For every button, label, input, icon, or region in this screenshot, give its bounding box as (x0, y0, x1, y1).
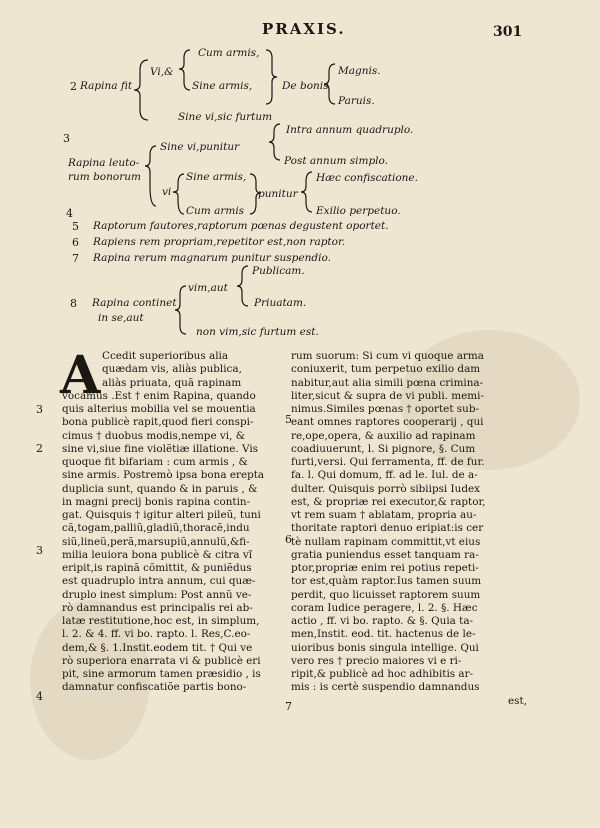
diagram-number: 8 (70, 297, 77, 310)
text-line: l. 2. & 4. ff. vi bo. rapto. l. Res,C.eo- (62, 628, 251, 641)
text-line: pit, sine armorum tamen præsidio , is (62, 668, 261, 680)
diagram-label: vim,aut (188, 282, 228, 294)
running-header: PRAXIS. (262, 20, 346, 38)
brace (179, 50, 190, 90)
diagram-number: 2 (70, 80, 77, 93)
diagram-number: 6 (72, 236, 79, 249)
text-line: druplo inest simplum: Post annũ ve- (62, 588, 252, 601)
margin-number: 4 (36, 690, 43, 703)
diagram-label: Hæc confiscatione. (316, 172, 418, 184)
brace (250, 174, 261, 214)
diagram-label: Magnis. (338, 65, 381, 77)
brace (134, 60, 148, 120)
diagram-label: Vi,& (150, 66, 174, 78)
margin-number: 6 (285, 533, 292, 546)
margin-number: 5 (285, 413, 292, 426)
text-line: mis : is certè suspendio damnandus (291, 681, 480, 694)
diagram-label: in se,aut (98, 312, 144, 324)
text-line: rum suorum: Si cum vi quoque arma (291, 350, 484, 362)
text-line: quoque fit bifariam : cum armis , & (62, 456, 248, 468)
text-line: eripit,is rapinã cõmittit, & puniẽdus (62, 562, 252, 574)
text-line: sine armis. Postremò ipsa bona erepta (62, 469, 265, 482)
diagram-label: punitur (258, 188, 298, 200)
text-line: ripit,& publicè ad hoc adhibitis ar- (291, 668, 474, 680)
text-line: gratia puniendus esset tanquam ra- (291, 548, 479, 561)
diagram-label: Rapina fit (80, 80, 133, 92)
diagram-label: Rapiens rem propriam,repetitor est,non raptor. (93, 236, 346, 248)
text-line: perdit, quo licuisset raptorem suum (291, 588, 481, 601)
left-text-column (60, 345, 281, 695)
diagram-label: Sine armis, (192, 80, 253, 92)
brace (145, 146, 156, 206)
text-line: quis alterius mobilia vel se mouentia (62, 403, 256, 415)
diagram-label: Paruis. (338, 95, 375, 107)
text-line: quædam vis, aliàs publica, (102, 363, 242, 376)
diagram-number: 3 (63, 132, 70, 145)
text-line: dulter. Quisquis porrò sibiipsi Iudex (291, 482, 481, 495)
drop-cap: A (60, 345, 101, 406)
text-line: latæ restitutione,hoc est, in simplum, (62, 615, 260, 627)
text-line: tè nullam rapinam committit,vt eius (291, 535, 481, 548)
diagram-label: Priuatam. (254, 297, 307, 309)
text-line: gat. Quisquis † igitur alteri pileũ, tuni (62, 509, 261, 521)
diagram-label: rum bonorum (68, 171, 141, 183)
text-line: sine vi,siue fine violẽtiæ illatione. Vis (62, 442, 259, 455)
diagram-label: De bonis (282, 80, 329, 92)
text-line: vocamus .Est † enim Rapina, quando (62, 389, 256, 402)
text-line: actio , ff. vi bo. rapto. & §. Quia ta- (291, 615, 474, 627)
text-line: coram Iudice peragere, l. 2. §. Hæc (291, 601, 478, 614)
brace (237, 266, 248, 306)
text-line: uioribus bonis singula intellige. Qui (291, 641, 479, 654)
text-line: cã,togam,palliũ,gladiũ,thoracẽ,indu (62, 522, 250, 535)
diagram-label: Rapina leuto- (68, 157, 140, 169)
text-line: furti,versi. Qui ferramenta, ff. de fur. (291, 456, 485, 468)
diagram-label: Cum armis (186, 205, 245, 217)
diagram-braces (0, 0, 600, 360)
text-line: est, & propriæ rei executor,& raptor, (291, 495, 486, 508)
brace (266, 50, 277, 104)
margin-number: 3 (36, 403, 43, 416)
diagram-label: Post annum simplo. (284, 155, 389, 167)
page-number: 301 (493, 24, 523, 40)
text-line: nimus.Similes pœnas † oportet sub- (291, 403, 479, 415)
diagram-label: Raptorum fautores,raptorum pœnas degustent oportet. (93, 220, 389, 232)
text-line: bona publicè rapit,quod fieri conspi- (62, 416, 254, 429)
text-line: coniuxerit, tum perpetuo exilio dam (291, 363, 481, 376)
margin-number: 2 (36, 442, 43, 455)
text-line: rò damnandus est principalis rei ab- (62, 601, 253, 614)
text-line: duplicia sunt, quando & in paruis , & (62, 482, 258, 495)
text-line: thoritate raptori denuo eripiat:is cer (291, 522, 484, 535)
diagram-number: 7 (72, 252, 79, 265)
text-line: cimus † duobus modis,nempe vi, & (62, 429, 245, 442)
text-line: rò superiora enarrata vi & publicè eri (62, 654, 261, 667)
diagram-number: 5 (72, 220, 79, 233)
diagram-label: vi (162, 186, 172, 198)
text-line: nabitur,aut alia simili pœna crimina- (291, 376, 484, 389)
brace (269, 124, 280, 160)
text-line: aliàs priuata, quã rapinam (102, 376, 242, 389)
diagram-label: Intra annum quadruplo. (286, 124, 414, 136)
text-line: eant omnes raptores cooperarij , qui (291, 416, 484, 429)
diagram-label: Exilio perpetuo. (316, 205, 401, 217)
text-line: liter,sicut & supra de vi publi. memi- (291, 389, 484, 402)
diagram-label: Sine vi,punitur (160, 141, 240, 153)
diagram-label: Sine vi,sic furtum (178, 111, 273, 123)
text-line: ptor,propriæ enim rei potius repeti- (291, 562, 479, 574)
brace (324, 64, 335, 104)
text-line: coadiuuerunt, l. Si pignore, §. Cum (291, 442, 476, 455)
text-line: est, (508, 694, 527, 707)
diagram-label: non vim,sic furtum est. (196, 326, 319, 338)
text-line: vt rem suam † ablatam, propria au- (291, 509, 477, 521)
margin-number: 3 (36, 544, 43, 557)
text-line: siũ,lineũ,perã,marsupiũ,annulũ,&fi- (62, 535, 250, 548)
text-line: dem,& §. 1.Instit.eodem tit. † Qui ve (62, 641, 253, 654)
text-line: milia leuiora bona publicè & citra vĩ (62, 548, 253, 561)
text-line: damnatur confiscatiõe partis bono- (62, 681, 247, 694)
diagram-number: 4 (66, 207, 73, 220)
margin-number: 7 (285, 700, 292, 713)
text-line: vero res † precio maiores vi e ri- (291, 654, 462, 667)
right-text-column (291, 350, 535, 708)
diagram-label: Sine armis, (186, 171, 247, 183)
text-line: Ccedit superioribus alia (102, 350, 229, 362)
diagram-label: Rapina rerum magnarum punitur suspendio. (93, 252, 331, 264)
brace (301, 172, 312, 212)
text-line: tor est,quàm raptor.Ius tamen suum (291, 575, 482, 588)
text-line: re,ope,opera, & auxilio ad rapinam (291, 429, 476, 442)
diagram-label: Publicam. (252, 265, 305, 277)
diagram-label: Cum armis, (198, 47, 260, 59)
text-line: est quadruplo intra annum, cui quæ- (62, 575, 256, 588)
text-line: fa. l. Qui domum, ff. ad le. Iul. de a- (291, 469, 478, 482)
brace (173, 174, 184, 214)
text-line: men,Instit. eod. tit. hactenus de le- (291, 628, 476, 641)
brace (175, 286, 186, 334)
diagram-label: Rapina continet (92, 297, 177, 309)
text-line: in magni precij bonis rapina contin- (62, 495, 251, 508)
